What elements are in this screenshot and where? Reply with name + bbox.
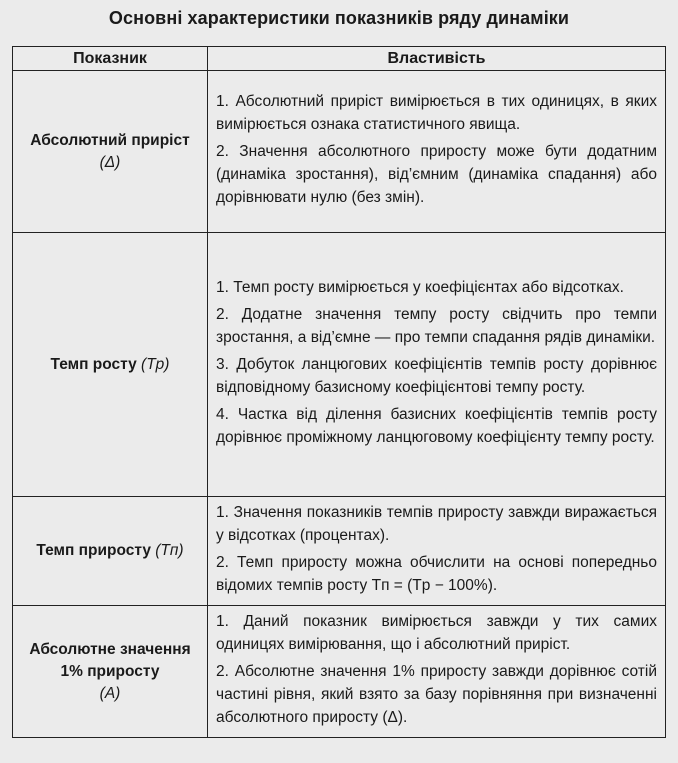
table-row [13, 606, 666, 738]
indicator-label: Темп росту [50, 355, 137, 373]
indicator-properties [208, 71, 666, 233]
table-row [13, 71, 666, 233]
indicator-name [13, 71, 208, 233]
indicator-properties [208, 606, 666, 738]
indicator-label: Темп приросту [36, 542, 151, 559]
indicator-label: Абсолютне значення 1% приросту [29, 640, 191, 680]
indicator-symbol: (Tp) [141, 355, 170, 373]
indicator-label: Абсолютний приріст [30, 131, 190, 149]
table-row [13, 233, 666, 497]
indicator-properties [208, 233, 666, 497]
property-item: 1. Даний показник вимірюється завжди у тих самих одиницях вимірювання, що і абсолютний приріст. [216, 613, 657, 653]
property-item: 3. Добуток ланцюгових коефіцієнтів темпів росту дорівнює відповідному базисному коефіцієнтові темпу росту. [216, 356, 657, 396]
indicator-symbol: (A) [99, 684, 121, 702]
property-item: 2. Темп приросту можна обчислити на основі попередньо відомих темпів росту Tп = (Tp − 100%). [216, 554, 657, 594]
indicator-name [13, 497, 208, 606]
indicator-name [13, 233, 208, 497]
header-indicator: Показник [13, 47, 208, 71]
property-item: 2. Значення абсолютного приросту може бути додатним (динаміка зростання), від’ємним (динаміка спадання) або дорівнювати нулю (без змін). [216, 143, 657, 206]
property-item: 1. Абсолютний приріст вимірюється в тих одиницях, в яких вимірюється ознака статистичного явища. [216, 93, 657, 133]
table-title: Основні характеристики показників ряду динаміки [108, 8, 570, 28]
property-item: 1. Темп росту вимірюється у коефіцієнтах або відсотках. [216, 279, 624, 296]
indicator-symbol: (Tп) [155, 542, 184, 559]
property-item: 1. Значення показників темпів приросту завжди виражається у відсотках (процентах). [216, 504, 657, 544]
indicator-properties [208, 497, 666, 606]
indicator-symbol: (Δ) [99, 153, 121, 171]
indicator-name [13, 606, 208, 738]
table-header-row [13, 47, 666, 71]
header-property: Властивість [208, 47, 666, 71]
property-item: 4. Частка від ділення базисних коефіцієнтів темпів росту дорівнює проміжному ланцюговому коефіцієнту темпу росту. [216, 406, 657, 446]
characteristics-table [12, 46, 666, 738]
property-item: 2. Абсолютне значення 1% приросту завжди дорівнює сотій частині рівня, який взято за базу порівняння при визначенні абсолютного приросту (Δ). [216, 663, 657, 726]
table-row [13, 497, 666, 606]
property-item: 2. Додатне значення темпу росту свідчить про темпи зростання, а від’ємне — про темпи спадання рядів динаміки. [216, 306, 657, 346]
